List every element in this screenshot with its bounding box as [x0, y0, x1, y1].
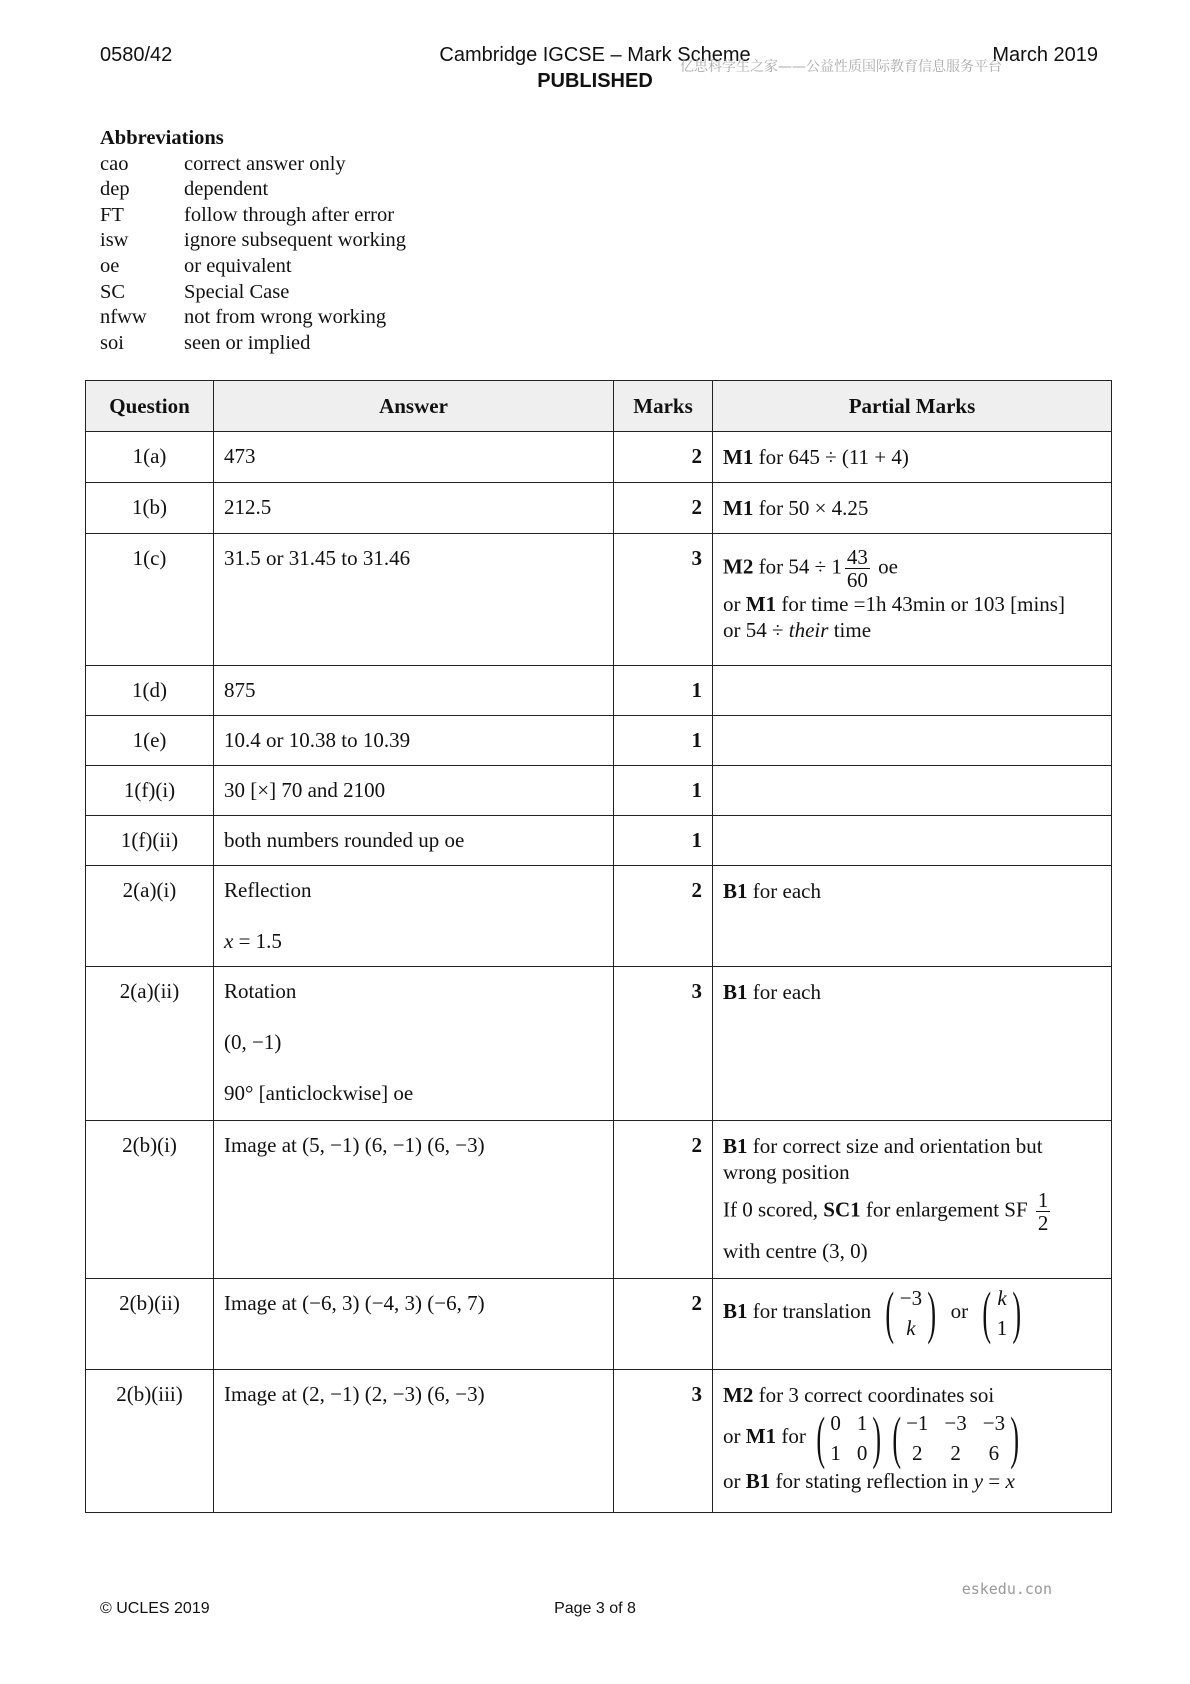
partial-text: =	[983, 1469, 1006, 1493]
table-row	[86, 866, 1112, 967]
abbr-key: oe	[100, 254, 120, 277]
question-cell: 1(c)	[86, 534, 214, 666]
abbr-row	[100, 177, 406, 203]
abbr-key: soi	[100, 331, 124, 354]
partial-text: or	[723, 592, 746, 616]
abbr-value: ignore subsequent working	[184, 229, 407, 252]
matrix-2x3	[887, 1405, 1025, 1470]
marks-cell: 2	[614, 1279, 713, 1370]
header-question: Question	[86, 381, 214, 432]
answer-cell: 212.5	[214, 483, 614, 534]
partial-text: for enlargement SF	[860, 1197, 1033, 1222]
answer-cell: Image at (2, −1) (2, −3) (6, −3)	[214, 1370, 614, 1513]
abbr-row	[100, 228, 406, 254]
matrix-entry: 0	[830, 1411, 841, 1435]
abbr-row	[100, 203, 406, 229]
partial-text: for	[776, 1423, 812, 1448]
right-paren: )	[872, 1405, 882, 1470]
left-paren: (	[885, 1280, 895, 1345]
partial-cell	[713, 666, 1112, 716]
marks-cell: 1	[614, 766, 713, 816]
fraction-numerator: 1	[1037, 1188, 1049, 1212]
vector-entry: k	[906, 1316, 916, 1340]
marks-cell: 1	[614, 816, 713, 866]
partial-text: time	[828, 618, 872, 642]
question-cell: 2(b)(iii)	[86, 1370, 214, 1513]
partial-text: for each	[747, 980, 821, 1004]
fraction	[1036, 1189, 1051, 1234]
answer-line: 90° [anticlockwise] oe	[224, 1081, 414, 1105]
marks-cell: 2	[614, 866, 713, 967]
answer-cell: Image at (−6, 3) (−4, 3) (−6, 7)	[214, 1279, 614, 1370]
header-marks: Marks	[614, 381, 713, 432]
mark-code: B1	[723, 980, 748, 1004]
matrix-entry: −1	[906, 1411, 929, 1435]
table-row	[86, 432, 1112, 483]
partial-text: for stating reflection in	[770, 1469, 974, 1493]
answer-text: = 1.5	[233, 929, 282, 953]
partial-cell	[713, 1370, 1112, 1513]
matrix-entry: 1	[830, 1441, 841, 1465]
abbr-value: dependent	[184, 178, 269, 201]
table-row	[86, 1370, 1112, 1513]
abbr-row	[100, 152, 406, 178]
vector-cells	[997, 1283, 1008, 1343]
answer-line: Rotation	[224, 979, 297, 1003]
partial-line	[723, 617, 1101, 643]
marks-cell: 1	[614, 716, 713, 766]
watermark-top: 亿思科学生之家——公益性质国际教育信息服务平台	[680, 59, 1002, 75]
partial-cell	[713, 432, 1112, 483]
answer-cell: both numbers rounded up oe	[214, 816, 614, 866]
marks-cell: 3	[614, 967, 713, 1121]
answer-cell: 10.4 or 10.38 to 10.39	[214, 716, 614, 766]
table-row	[86, 1279, 1112, 1370]
mark-code: B1	[723, 1134, 748, 1158]
doc-date: March 2019	[992, 44, 1098, 66]
fraction	[845, 546, 870, 591]
matrix-2x2	[811, 1405, 887, 1470]
question-cell: 2(b)(i)	[86, 1121, 214, 1279]
marks-cell: 3	[614, 534, 713, 666]
marks-cell: 2	[614, 483, 713, 534]
partial-cell	[713, 716, 1112, 766]
partial-text: for correct size and orientation but wrong position	[723, 1134, 1043, 1184]
question-cell: 1(f)(i)	[86, 766, 214, 816]
partial-text: for time =1h 43min or 103 [mins]	[776, 592, 1065, 616]
matrix-entry: 0	[856, 1441, 868, 1465]
partial-line	[723, 1405, 1101, 1470]
partial-text: for 3 correct coordinates soi	[753, 1383, 995, 1407]
right-paren: )	[1012, 1280, 1022, 1345]
answer-cell: 31.5 or 31.45 to 31.46	[214, 534, 614, 666]
answer-line: Reflection	[224, 878, 312, 902]
matrix-cells	[906, 1408, 1005, 1468]
published-label: PUBLISHED	[537, 70, 653, 92]
mark-scheme-table	[85, 380, 1112, 1513]
partial-text: or	[723, 1469, 746, 1493]
question-cell: 2(b)(ii)	[86, 1279, 214, 1370]
table-row	[86, 1121, 1112, 1279]
table-row	[86, 766, 1112, 816]
column-vector	[880, 1280, 941, 1345]
question-cell: 1(f)(ii)	[86, 816, 214, 866]
answer-cell	[214, 967, 614, 1121]
table-header-row	[86, 381, 1112, 432]
fraction-denominator: 2	[1037, 1211, 1049, 1235]
table-row	[86, 716, 1112, 766]
partial-text: or	[723, 1423, 746, 1448]
column-vector	[977, 1280, 1026, 1345]
right-paren: )	[1010, 1405, 1020, 1470]
question-cell: 2(a)(i)	[86, 866, 214, 967]
partial-cell	[713, 816, 1112, 866]
abbr-value: seen or implied	[184, 331, 311, 354]
mark-code: M1	[745, 1423, 777, 1448]
partial-text: for 54 ÷ 1	[753, 554, 842, 579]
left-paren: (	[982, 1280, 992, 1345]
question-cell: 1(a)	[86, 432, 214, 483]
partial-line	[723, 1189, 1101, 1234]
mark-code: M2	[723, 1383, 754, 1407]
header-answer: Answer	[214, 381, 614, 432]
partial-cell	[713, 766, 1112, 816]
doc-title: Cambridge IGCSE – Mark Scheme	[439, 44, 751, 66]
partial-cell	[713, 866, 1112, 967]
abbr-row	[100, 305, 406, 331]
question-cell: 1(e)	[86, 716, 214, 766]
watermark-bottom: eskedu.con	[961, 1580, 1052, 1598]
answer-cell: 473	[214, 432, 614, 483]
partial-text: for each	[747, 879, 821, 903]
mark-code: B1	[723, 879, 748, 903]
left-paren: (	[816, 1405, 826, 1470]
matrix-entry: 6	[988, 1441, 1000, 1465]
partial-line	[723, 1468, 1101, 1494]
matrix-entry: −3	[982, 1411, 1006, 1435]
header-partial-marks: Partial Marks	[713, 381, 1112, 432]
partial-line	[723, 1382, 1101, 1408]
mark-code: M2	[723, 554, 754, 579]
abbreviations-title: Abbreviations	[100, 127, 224, 149]
left-paren: (	[892, 1405, 901, 1470]
abbr-value: follow through after error	[184, 203, 395, 226]
mark-code: M1	[745, 592, 777, 616]
partial-text: or	[945, 1298, 974, 1323]
right-paren: )	[927, 1280, 937, 1345]
matrix-entry: −3	[944, 1411, 967, 1435]
fraction-denominator: 60	[846, 568, 868, 592]
mark-code: M1	[723, 445, 754, 469]
vector-entry: k	[997, 1286, 1007, 1310]
partial-line	[723, 591, 1101, 617]
partial-cell	[713, 534, 1112, 666]
matrix-entry: 2	[911, 1441, 923, 1465]
abbr-value: not from wrong working	[184, 306, 387, 329]
question-cell: 2(a)(ii)	[86, 967, 214, 1121]
answer-cell: Image at (5, −1) (6, −1) (6, −3)	[214, 1121, 614, 1279]
table-row	[86, 816, 1112, 866]
fraction-numerator: 43	[846, 545, 868, 569]
partial-cell	[713, 483, 1112, 534]
answer-line: (0, −1)	[224, 1030, 282, 1054]
matrix-entry: 2	[950, 1441, 961, 1465]
partial-cell	[713, 1121, 1112, 1279]
question-cell: 1(d)	[86, 666, 214, 716]
question-cell: 1(b)	[86, 483, 214, 534]
answer-cell: 30 [×] 70 and 2100	[214, 766, 614, 816]
table-row	[86, 666, 1112, 716]
footer-copyright: © UCLES 2019	[100, 1600, 210, 1617]
math-variable: y	[973, 1469, 984, 1493]
partial-italic: their	[788, 618, 829, 642]
abbr-row	[100, 254, 406, 280]
partial-text: for translation	[747, 1298, 877, 1323]
partial-line	[723, 546, 1101, 591]
abbr-key: dep	[100, 178, 130, 201]
answer-variable: x	[224, 929, 234, 953]
partial-text: oe	[872, 554, 898, 579]
answer-line	[224, 929, 603, 954]
table-row	[86, 967, 1112, 1121]
answer-cell: 875	[214, 666, 614, 716]
partial-cell	[713, 967, 1112, 1121]
abbr-key: isw	[100, 229, 129, 252]
mark-code: SC1	[823, 1197, 861, 1222]
partial-text: or 54 ÷	[723, 618, 789, 642]
mark-code: M1	[723, 496, 754, 520]
abbr-key: FT	[100, 203, 124, 226]
partial-text: for 50 × 4.25	[753, 496, 869, 520]
partial-line	[723, 1133, 1101, 1185]
partial-line: with centre (3, 0)	[723, 1239, 868, 1263]
marks-cell: 1	[614, 666, 713, 716]
abbr-value: or equivalent	[184, 254, 292, 277]
matrix-cells	[830, 1408, 867, 1468]
doc-code: 0580/42	[100, 44, 173, 66]
table-row	[86, 534, 1112, 666]
math-variable: x	[1005, 1469, 1015, 1493]
vector-cells	[900, 1283, 922, 1343]
marks-cell: 2	[614, 1121, 713, 1279]
abbreviations-section	[100, 126, 406, 356]
matrix-entry: 1	[856, 1411, 868, 1435]
abbr-value: correct answer only	[184, 152, 346, 175]
partial-text: for 645 ÷ (11 + 4)	[753, 445, 909, 469]
vector-entry: −3	[899, 1286, 923, 1310]
vector-entry: 1	[996, 1316, 1008, 1340]
mark-code: B1	[723, 1298, 748, 1323]
abbr-key: cao	[100, 152, 129, 175]
abbr-key: SC	[100, 280, 126, 303]
mark-code: B1	[745, 1469, 771, 1493]
abbr-key: nfww	[100, 306, 147, 329]
marks-cell: 2	[614, 432, 713, 483]
table-row	[86, 483, 1112, 534]
footer-page-number: Page 3 of 8	[554, 1600, 636, 1617]
abbr-row	[100, 331, 406, 357]
marks-cell: 3	[614, 1370, 713, 1513]
abbr-row	[100, 280, 406, 306]
abbr-value: Special Case	[184, 280, 290, 303]
partial-cell	[713, 1279, 1112, 1370]
answer-cell	[214, 866, 614, 967]
partial-text: If 0 scored,	[723, 1197, 824, 1222]
